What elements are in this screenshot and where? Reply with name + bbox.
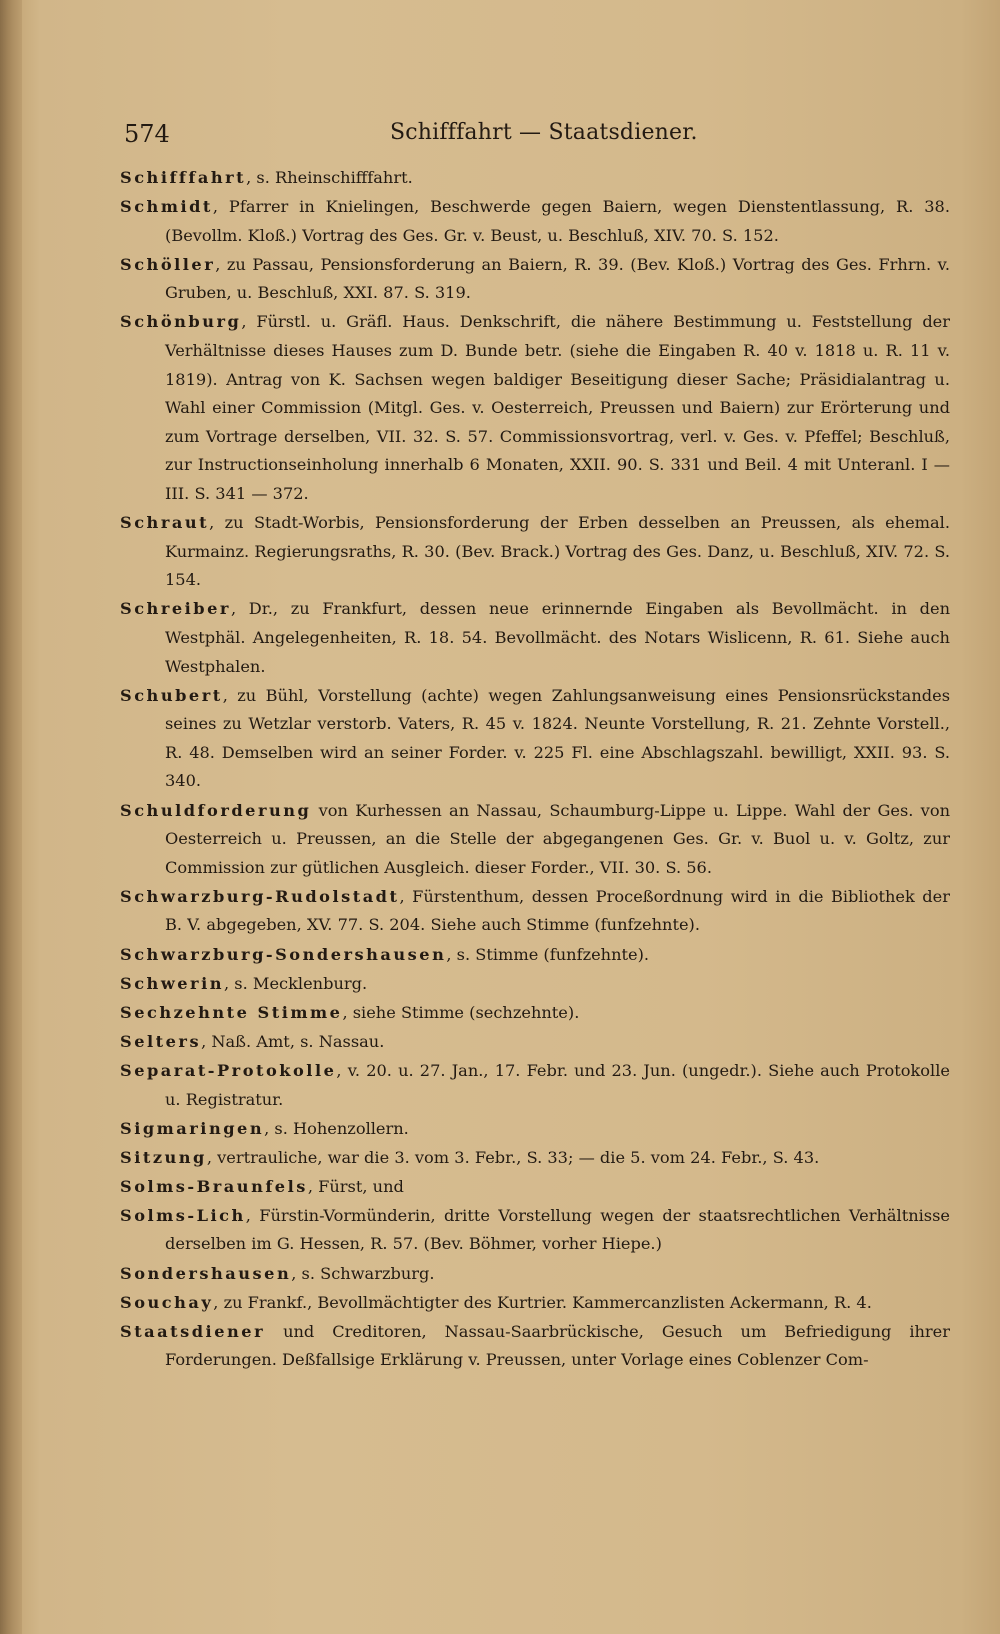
entry-text: , Fürstenthum, dessen Proceßordnung wird in die Bibliothek der B. V. abgegeben, XV. 77. S. 204. Siehe auch Stimme (funfzehnte).	[165, 886, 950, 935]
entry-headword: Souchay	[120, 1292, 214, 1312]
entry-headword: Sitzung	[120, 1147, 207, 1167]
entry-text: , Naß. Amt, s. Nassau.	[201, 1031, 385, 1051]
entry-text: , zu Bühl, Vorstellung (achte) wegen Zahlungsanweisung eines Pensionsrückstandes seines zu Wetzlar verstorb. Vaters, R. 45 v. 1824. Neunte Vorstellung, R. 21. Zehnte Vorstell., R. 48. Demselben wird an seiner Forder. v. 225 Fl. eine Abschlagszahl. bewilligt, XXII. 93. S. 340.	[165, 685, 950, 791]
entry-text: , zu Frankf., Bevollmächtigter des Kurtrier. Kammercanzlisten Ackermann, R. 4.	[213, 1292, 872, 1312]
entry-headword: Schmidt	[120, 197, 213, 217]
entry-headword: Schönburg	[120, 312, 242, 332]
entry-headword: Schwarzburg-Rudolstadt	[120, 886, 400, 906]
entry-headword: Selters	[120, 1031, 202, 1051]
index-entry	[120, 999, 950, 1028]
entry-text: , s. Rheinschifffahrt.	[246, 168, 413, 187]
entry-headword: Solms-Lich	[120, 1205, 246, 1225]
entry-text: , vertrauliche, war die 3. vom 3. Febr., S. 33; — die 5. vom 24. Febr., S. 43.	[206, 1147, 820, 1167]
entry-text: , Fürstin-Vormünderin, dritte Vorstellung wegen der staatsrechtlichen Verhältnisse derselben im G. Hessen, R. 57. (Bev. Böhmer, vorher Hiepe.)	[165, 1205, 950, 1254]
entry-headword: Separat-Protokolle	[120, 1060, 337, 1080]
entry-text: , Pfarrer in Knielingen, Beschwerde gegen Baiern, wegen Dienstentlassung, R. 38. (Bevollm. Kloß.) Vortrag des Ges. Gr. v. Beust, u. Beschluß, XIV. 70. S. 152.	[165, 197, 950, 245]
index-entry	[120, 193, 950, 250]
entry-headword: Sondershausen	[120, 1263, 292, 1283]
entry-headword: Schwarzburg-Sondershausen	[120, 944, 447, 964]
entry-text: , zu Passau, Pensionsforderung an Baiern, R. 39. (Bev. Kloß.) Vortrag des Ges. Frhrn. v. Gruben, u. Beschluß, XXI. 87. S. 319.	[165, 254, 950, 303]
entry-text: , s. Mecklenburg.	[224, 973, 368, 993]
index-entry	[120, 1289, 950, 1318]
index-entries	[120, 164, 950, 1484]
index-entry	[120, 308, 950, 508]
index-entry	[120, 1318, 950, 1375]
index-entry	[120, 1057, 950, 1114]
entry-headword: Schifffahrt	[120, 168, 247, 187]
index-entry	[120, 1028, 950, 1057]
index-entry	[120, 164, 950, 193]
entry-headword: Schöller	[120, 254, 216, 274]
entry-headword: Sigmaringen	[120, 1118, 265, 1138]
index-entry	[120, 970, 950, 999]
running-title: Schifffahrt — Staatsdiener.	[390, 120, 698, 145]
entry-headword: Solms-Braunfels	[120, 1176, 308, 1196]
entry-text: , Dr., zu Frankfurt, dessen neue erinnernde Eingaben als Bevollmächt. in den Westphäl. Angelegenheiten, R. 18. 54. Bevollmächt. des Notars Wislicenn, R. 61. Siehe auch Westphalen.	[165, 599, 950, 676]
entry-headword: Schuldforderung	[120, 800, 312, 820]
entry-text: , s. Hohenzollern.	[264, 1118, 409, 1138]
index-entry	[120, 509, 950, 595]
index-entry	[120, 1202, 950, 1259]
entry-headword: Schreiber	[120, 599, 231, 619]
entry-text: von Kurhessen an Nassau, Schaumburg-Lippe u. Lippe. Wahl der Ges. von Oesterreich u. Preussen, an die Stelle der abgegangenen Ges. Gr. v. Buol u. v. Goltz, zur Commission zur gütlichen Ausgleich. dieser Forder., VII. 30. S. 56.	[165, 800, 950, 877]
index-entry	[120, 251, 950, 308]
entry-headword: Sechzehnte Stimme	[120, 1002, 343, 1022]
entry-headword: Staatsdiener	[120, 1321, 266, 1341]
entry-headword: Schraut	[120, 513, 210, 533]
entry-text: , siehe Stimme (sechzehnte).	[342, 1002, 580, 1022]
entry-headword: Schwerin	[120, 973, 224, 993]
entry-text: , s. Schwarzburg.	[291, 1263, 435, 1283]
entry-text: , v. 20. u. 27. Jan., 17. Febr. und 23. Jun. (ungedr.). Siehe auch Protokolle u. Registratur.	[165, 1060, 950, 1109]
entry-text: , zu Stadt-Worbis, Pensionsforderung der Erben desselben an Preussen, als ehemal. Kurmainz. Regierungsraths, R. 30. (Bev. Brack.) Vortrag des Ges. Danz, u. Beschluß, XIV. 72. S. 154.	[165, 513, 950, 590]
page-number: 574	[124, 120, 170, 148]
entry-text: , Fürstl. u. Gräfl. Haus. Denkschrift, die nähere Bestimmung u. Feststellung der Verhältnisse dieses Hauses zum D. Bunde betr. (siehe die Eingaben R. 40 v. 1818 u. R. 11 v. 1819). Antrag von K. Sachsen wegen baldiger Beseitigung dieser Sache; Präsidialantrag u. Wahl einer Commission (Mitgl. Ges. v. Oesterreich, Preussen und Baiern) zur Erörterung und zum Vortrage derselben, VII. 32. S. 57. Commissionsvortrag, verl. v. Ges. v. Pfeffel; Beschluß, zur Instructionseinholung innerhalb 6 Monaten, XXII. 90. S. 331 und Beil. 4 mit Unteranl. I — III. S. 341 — 372.	[165, 312, 950, 504]
page-header	[120, 114, 950, 154]
index-entry	[120, 682, 950, 796]
index-entry	[120, 1115, 950, 1144]
entry-text: und Creditoren, Nassau-Saarbrückische, Gesuch um Befriedigung ihrer Forderungen. Deßfallsige Erklärung v. Preussen, unter Vorlage eines Coblenzer Com-	[165, 1321, 950, 1370]
index-entry	[120, 883, 950, 940]
index-entry	[120, 1173, 950, 1202]
binding-edge	[0, 0, 22, 1634]
index-entry	[120, 595, 950, 681]
entry-text: , s. Stimme (funfzehnte).	[446, 944, 650, 964]
index-entry	[120, 797, 950, 883]
index-entry	[120, 1260, 950, 1289]
index-entry	[120, 941, 950, 970]
entry-text: , Fürst, und	[307, 1176, 404, 1196]
entry-headword: Schubert	[120, 685, 223, 705]
index-entry	[120, 1144, 950, 1173]
